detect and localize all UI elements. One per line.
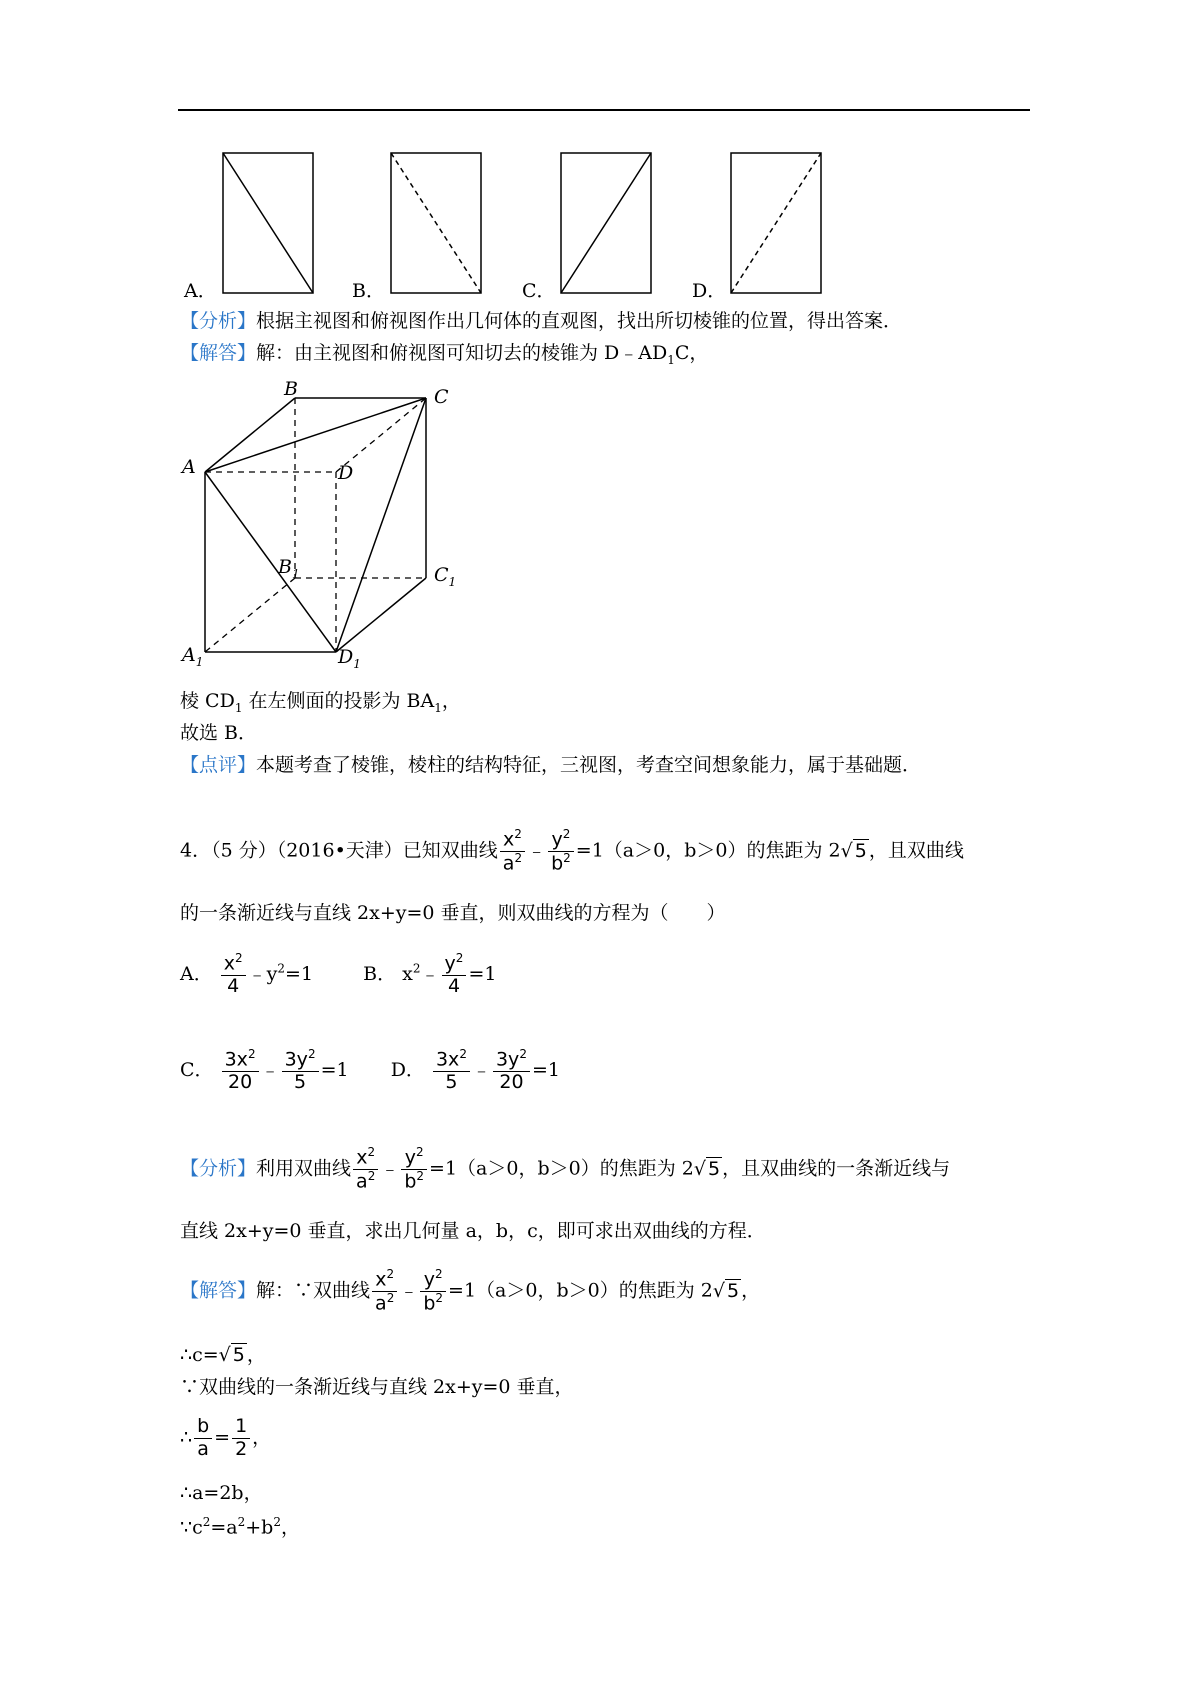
view-option-b-figure [390, 152, 482, 294]
cube-label-c: C [434, 386, 449, 408]
header-rule [178, 109, 1030, 111]
answer-text: 解：由主视图和俯视图可知切去的棱锥为 D﹣AD [256, 342, 668, 364]
view-option-c-label: C． [522, 280, 556, 302]
answer-text-post: C， [674, 342, 709, 364]
q3-comment: 【点评】本题考查了棱锥，棱柱的结构特征，三视图，考查空间想象能力，属于基础题． [180, 754, 922, 776]
cube-label-d: D [338, 462, 354, 484]
q4-step2: ∵双曲线的一条渐近线与直线 2x+y=0 垂直， [180, 1376, 574, 1398]
q4-analysis-line2: 直线 2x+y=0 垂直，求出几何量 a，b，c，即可求出双曲线的方程． [180, 1220, 766, 1242]
cube-diagram [180, 378, 480, 678]
view-option-c-figure [560, 152, 652, 294]
q3-choice: 故选 B． [180, 722, 258, 744]
q3-projection: 棱 $CD_1$ 在左侧面的投影为 $BA_1$， [180, 690, 461, 715]
view-option-d-figure [730, 152, 822, 294]
cube-label-a: A [182, 456, 196, 478]
view-option-a-label: A． [184, 280, 217, 302]
analysis-tag: 【分析】 [180, 310, 257, 332]
analysis-text: 根据主视图和俯视图作出几何体的直观图，找出所切棱锥的位置，得出答案． [256, 310, 903, 332]
q4-step1: ∴c=√ 5 ， [180, 1344, 266, 1366]
q4-step4: ∴a=2b， [180, 1482, 263, 1504]
q3-analysis [180, 312, 902, 331]
view-option-b-label: B． [352, 280, 385, 302]
q4-options-cd: C． $\frac{3x^2}{20}$ ﹣ $\frac{3y^2}{5}$ =1 D． $\frac{3x^2}{5}$ ﹣ $\frac{3y^2}{20}$ =1 [180, 1047, 560, 1094]
cube-label-d1: $D_1$ [338, 646, 361, 671]
q4-stem-line1: 4．（5 分）（2016•天津）已知双曲线 $\frac{x^2}{a^2}$ ﹣ $\frac{y^2}{b^2}$ =1（a＞0，b＞0）的焦距为 2√ 5 ，且双曲线 [180, 827, 964, 875]
cube-label-b1: $B_1$ [278, 556, 300, 581]
q4-stem-line2: 的一条渐近线与直线 2x+y=0 垂直，则双曲线的方程为（ ） [180, 902, 726, 924]
q4-options-ab: A． $\frac{x^2}{4}$ $﹣y^2=1$ B． $x^2﹣$ $\frac{y^2}{4}$ =1 [180, 951, 497, 998]
q3-answer [180, 344, 708, 366]
cube-label-c1: $C_1$ [434, 564, 457, 589]
option-b-label: B． [363, 963, 397, 986]
answer-tag: 【解答】 [180, 342, 257, 364]
view-option-a-figure [222, 152, 314, 294]
q4-step5: $\because c^2=a^2+b^2$， [180, 1515, 301, 1539]
cube-label-b: B [284, 378, 298, 400]
view-option-d-label: D． [692, 280, 727, 302]
cube-label-a1: $A_1$ [182, 644, 204, 669]
answer-sub: 1 [667, 352, 675, 367]
q4-answer: 【解答】解：∵双曲线 $\frac{x^2}{a^2}$ ﹣ $\frac{y^2}{b^2}$ =1（a＞0，b＞0）的焦距为 2√ 5 ， [180, 1267, 761, 1315]
option-a-label: A． [180, 963, 213, 986]
option-c-label: C． [180, 1059, 214, 1082]
q4-step3: ∴ $\frac{b}{a}$ = $\frac{1}{2}$ ， [180, 1415, 272, 1460]
q4-analysis: 【分析】利用双曲线 $\frac{x^2}{a^2}$ ﹣ $\frac{y^2}{b^2}$ =1（a＞0，b＞0）的焦距为 2√ 5 ，且双曲线的一条渐近线与 [180, 1145, 951, 1193]
option-d-label: D． [390, 1059, 425, 1082]
